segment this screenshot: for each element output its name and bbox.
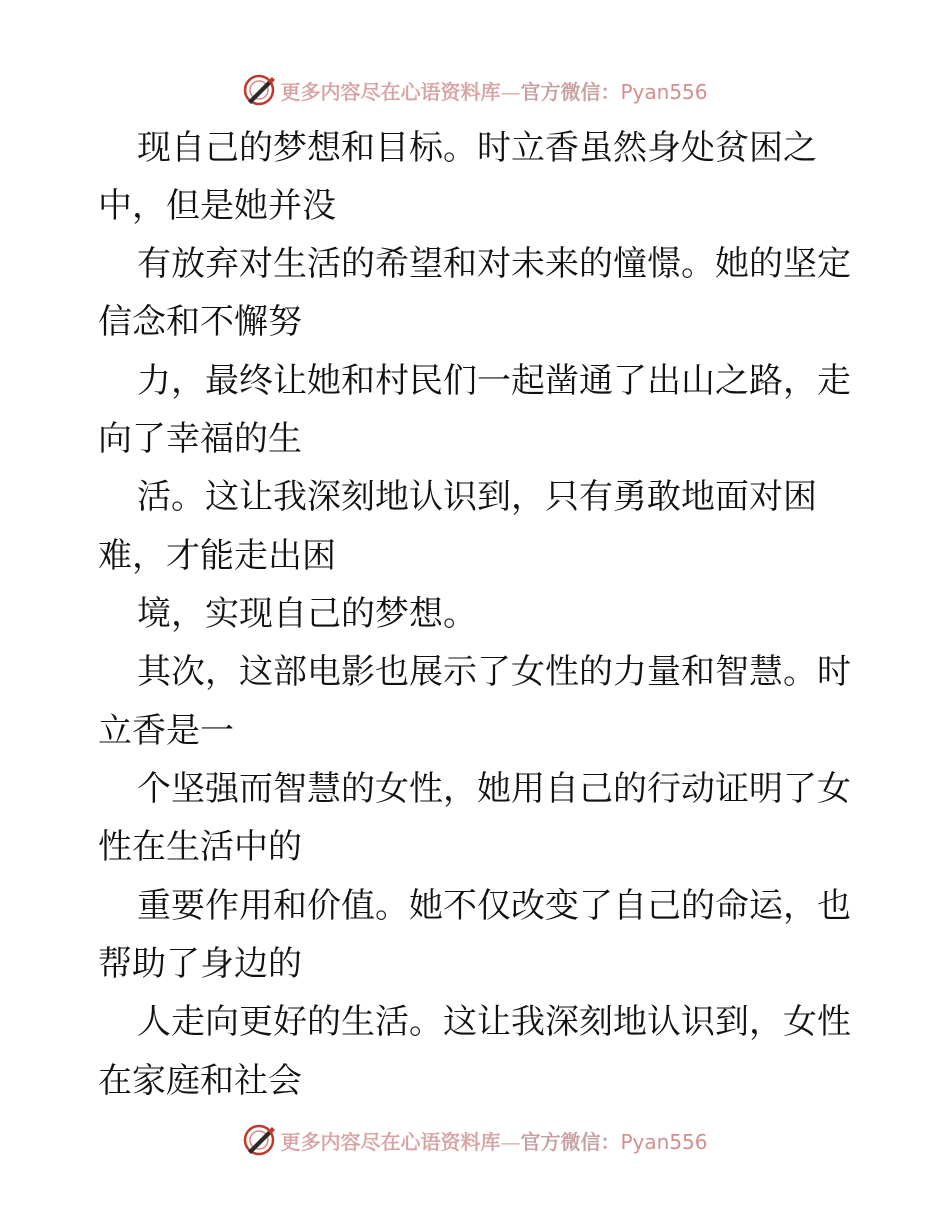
text-line: 人走向更好的生活。这让我深刻地认识到，女性 bbox=[137, 1002, 851, 1042]
text-line: 帮助了身边的 bbox=[98, 944, 302, 984]
text-line: 在家庭和社会 bbox=[98, 1061, 302, 1101]
text-line: 中，但是她并没 bbox=[98, 186, 336, 226]
text-line: 活。这让我深刻地认识到，只有勇敢地面对困 bbox=[137, 477, 817, 517]
header-banner-text bbox=[280, 76, 707, 105]
text-line: 个坚强而智慧的女性，她用自己的行动证明了女 bbox=[137, 769, 851, 809]
text-line: 现自己的梦想和目标。时立香虽然身处贫困之 bbox=[137, 128, 817, 168]
banner-wechat-label: 官方微信： bbox=[520, 79, 621, 104]
logo-icon bbox=[242, 73, 276, 107]
footer-banner bbox=[0, 1120, 950, 1160]
banner-wechat-id: Pyan556 bbox=[620, 79, 708, 104]
text-line: 重要作用和价值。她不仅改变了自己的命运，也 bbox=[137, 886, 851, 926]
banner-dash: — bbox=[500, 1129, 521, 1154]
text-line: 有放弃对生活的希望和对未来的憧憬。她的坚定 bbox=[137, 244, 851, 284]
text-line: 境，实现自己的梦想。 bbox=[137, 594, 477, 634]
banner-site-name: 更多内容尽在心语资料库 bbox=[280, 79, 501, 104]
text-line: 力，最终让她和村民们一起凿通了出山之路，走 bbox=[137, 361, 851, 401]
text-line: 向了幸福的生 bbox=[98, 419, 302, 459]
banner-wechat-label: 官方微信： bbox=[520, 1129, 621, 1154]
banner-wechat-id: Pyan556 bbox=[620, 1129, 708, 1154]
text-line: 其次，这部电影也展示了女性的力量和智慧。时 bbox=[137, 652, 851, 692]
footer-banner-text bbox=[280, 1126, 707, 1155]
banner-dash: — bbox=[500, 79, 521, 104]
header-banner bbox=[0, 70, 950, 110]
text-line: 信念和不懈努 bbox=[98, 302, 302, 342]
banner-site-name: 更多内容尽在心语资料库 bbox=[280, 1129, 501, 1154]
text-line: 难，才能走出困 bbox=[98, 536, 336, 576]
logo-icon bbox=[242, 1123, 276, 1157]
text-line: 立香是一 bbox=[98, 711, 234, 751]
text-line: 性在生活中的 bbox=[98, 827, 302, 867]
